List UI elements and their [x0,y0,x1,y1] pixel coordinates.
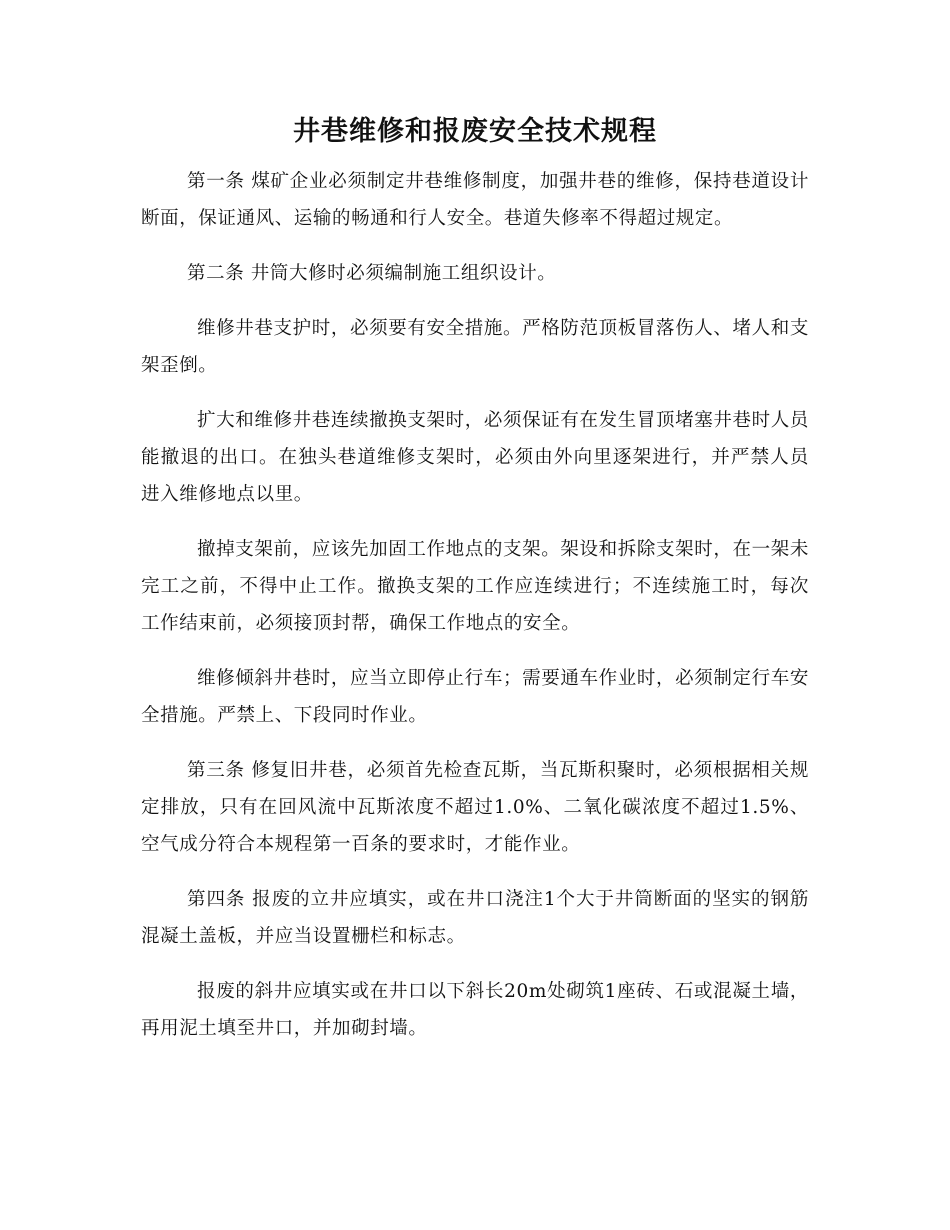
paragraph-support-replacement: 扩大和维修井巷连续撤换支架时，必须保证有在发生冒顶堵塞井巷时人员能撤退的出口。在独头巷道维修支架时，必须由外向里逐架进行，并严禁人员进入维修地点以里。 [141,410,809,505]
paragraph-support-removal: 撤掉支架前，应该先加固工作地点的支架。架设和拆除支架时，在一架未完工之前，不得中止工作。撤换支架的工作应连续进行；不连续施工时，每次工作结束前，必须接顶封帮，确保工作地点的安全。 [141,539,809,634]
paragraph-support-maintenance: 维修井巷支护时，必须要有安全措施。严格防范顶板冒落伤人、堵人和支架歪倒。 [141,318,809,376]
paragraph-inclined-shaft-maintenance: 维修倾斜井巷时，应当立即停止行车；需要通车作业时，必须制定行车安全措施。严禁上、下段同时作业。 [141,668,809,726]
paragraph-article-4: 第四条 报废的立井应填实，或在井口浇注1个大于井筒断面的坚实的钢筋混凝土盖板，并应当设置栅栏和标志。 [141,889,809,947]
paragraph-article-3: 第三条 修复旧井巷，必须首先检查瓦斯，当瓦斯积聚时，必须根据相关规定排放，只有在回风流中瓦斯浓度不超过1.0%、二氧化碳浓度不超过1.5%、空气成分符合本规程第一百条的要求时，才能作业。 [141,760,809,855]
document-body [141,163,809,1065]
paragraph-article-2: 第二条 井筒大修时必须编制施工组织设计。 [187,263,557,284]
document-title: 井巷维修和报废安全技术规程 [293,116,657,147]
paragraph-article-1: 第一条 煤矿企业必须制定井巷维修制度，加强井巷的维修，保持巷道设计断面，保证通风、运输的畅通和行人安全。巷道失修率不得超过规定。 [141,171,809,229]
paragraph-abandoned-inclined-shaft: 报废的斜井应填实或在井口以下斜长20m处砌筑1座砖、石或混凝土墙，再用泥土填至井口，并加砌封墙。 [141,981,809,1039]
